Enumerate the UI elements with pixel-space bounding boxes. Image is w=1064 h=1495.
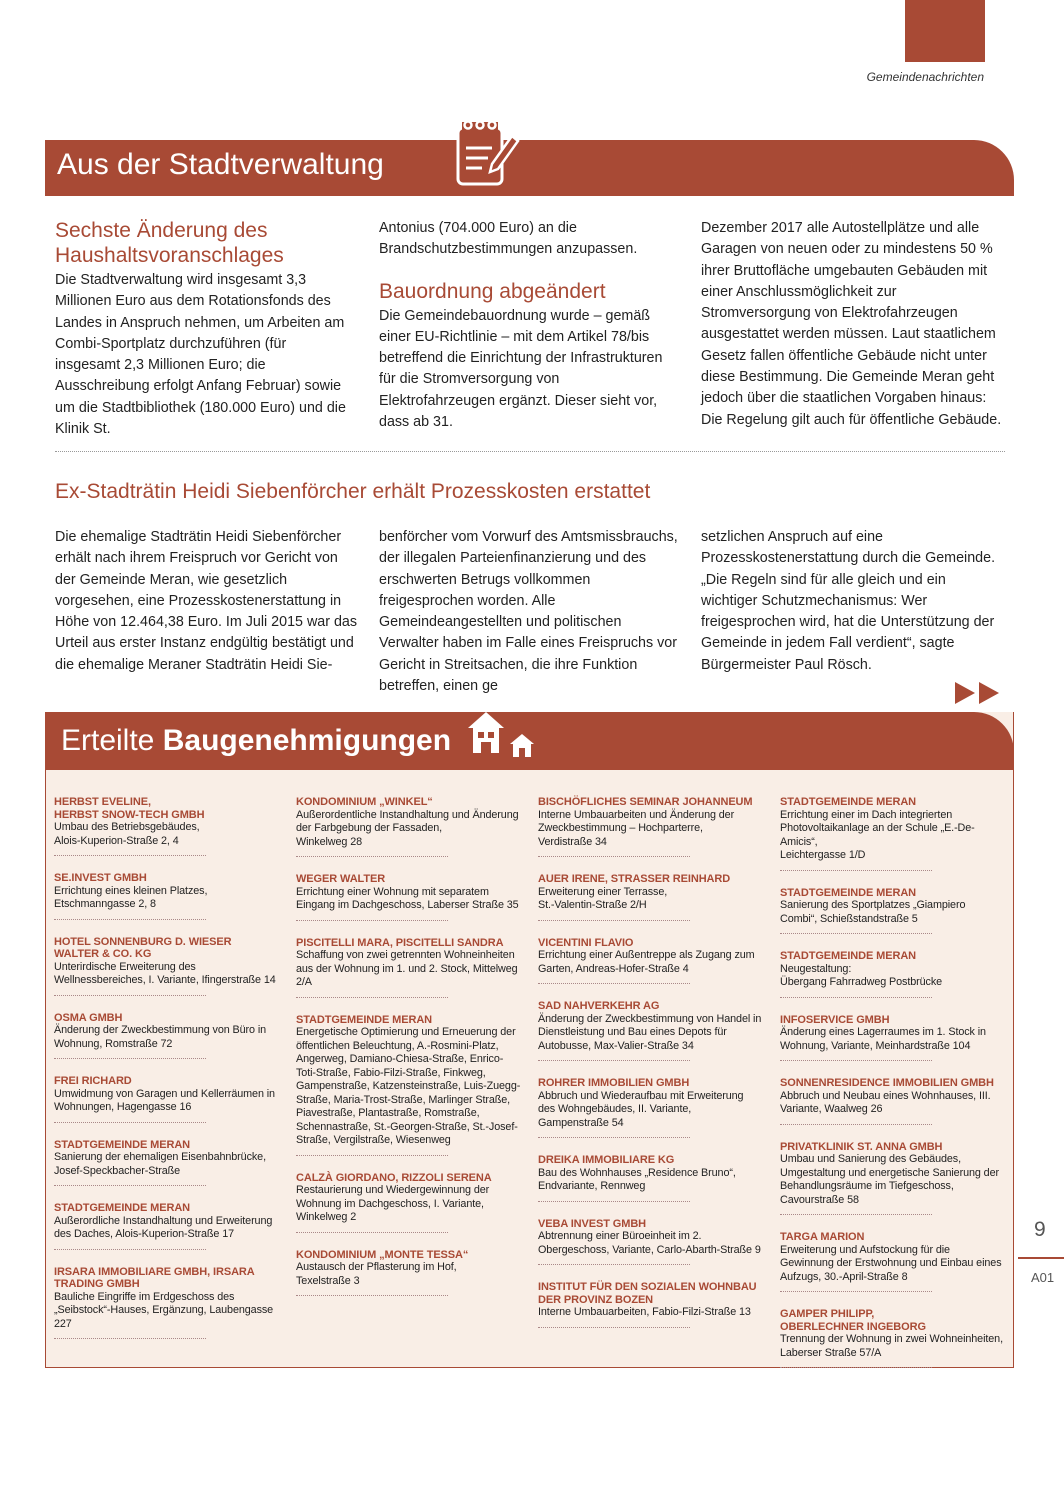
permit-holder: PISCITELLI MARA, PISCITELLI SANDRA [296, 936, 504, 949]
permit-entry [780, 1308, 1003, 1368]
permit-description: Umwidmung von Garagen und Kellerräumen in Wohnungen, Hagengasse 16 [54, 1087, 275, 1113]
permit-entry [296, 1171, 492, 1233]
permit-holder: SAD NAHVERKEHR AG [538, 1000, 660, 1012]
permit-entry [780, 796, 975, 871]
article3-column-1: Die ehemalige Stadträtin Heidi Siebenförcher erhält nach ihrem Freispruch vor Gericht von der Gemeinde Meran, wie gesetzlich vorgesehen, eine Prozesskostenerstattung in Höhe von 12.464,38 Euro. Im Juli 2015 war das Urteil aus erster Instanz endgültig bestätigt und die ehemalige Meraner Stadträtin Heidi Sie- [55, 529, 358, 673]
permit-holder: STADTGEMEINDE MERAN [780, 886, 917, 899]
permit-description: Errichtung eines kleinen Platzes, Etschmanngasse 2, 8 [54, 884, 208, 910]
stadtverwaltung-banner [45, 140, 1014, 196]
permit-holder: TARGA MARION [780, 1231, 865, 1243]
permit-holder: ROHRER IMMOBILIEN GMBH [538, 1077, 690, 1089]
stadtverwaltung-title: Aus der Stadtverwaltung [57, 148, 384, 181]
permit-entry [54, 935, 276, 996]
permit-description: Restaurierung und Wiedergewinnung der Wohnung im Dachgeschoss, I. Variante, Winkelweg 2 [296, 1184, 490, 1223]
permit-entry [296, 1013, 521, 1156]
article3-column-2: benförcher vom Vorwurf des Amtsmissbrauchs, der illegalen Parteienfinanzierung und des erschwerten Betrugs vollkommen freigesprochen worden. Alle Gemeindeangestellten und politischen Verwalter haben im Falle eines Freispruchs vor Gericht in Streitsachen, die ihre Funktion betreffen, einen ge [379, 529, 678, 695]
permit-holder: PRIVATKLINIK ST. ANNA GMBH [780, 1140, 943, 1153]
permit-description: Schaffung von zwei getrennten Wohneinheiten aus der Wohnung im 1. und 2. Stock, Mittelweg 2/A [296, 949, 518, 988]
permit-entry [296, 936, 518, 998]
permit-entry [296, 1248, 469, 1297]
permit-entry [54, 796, 206, 856]
permits-column-4 [780, 796, 1005, 1384]
permit-holder: SONNENRESIDENCE IMMOBILIEN GMBH [780, 1077, 994, 1089]
article1-heading: Sechste Änderung des Haushaltsvoranschlages [55, 219, 284, 267]
article2-body-continued: Dezember 2017 alle Autostellplätze und alle Garagen von neuen oder zu mindestens 50 % ihrer Bruttofläche umgebauten Gebäuden mit einer Anschlussmöglichkeit zur Stromversorgung von Elektrofahrzeugen ausgestattet werden müssen. Laut staatlichem Gesetz fallen öffentliche Gebäude nicht unter diese Bestimmung. Die Gemeinde Meran geht jedoch über die staatlichen Vorgaben hinaus: Die Regelung gilt auch für öffentliche Gebäude. [701, 220, 1002, 428]
permits-column-1 [54, 796, 279, 1355]
notepad-pen-icon [452, 114, 522, 190]
permit-holder: STADTGEMEINDE MERAN [54, 1202, 191, 1214]
permit-description: Sanierung der ehemaligen Eisenbahnbrücke, Josef-Speckbacher-Straße [54, 1151, 266, 1177]
permit-entry [538, 796, 753, 857]
permit-description: Erweiterung einer Terrasse, St.-Valentin-Straße 2/H [538, 885, 668, 911]
permit-description: Sanierung des Sportplatzes „Giampiero Combi“, Schießstandstraße 5 [780, 899, 966, 925]
permit-holder: SE.INVEST GMBH [54, 872, 147, 884]
permit-entry [780, 950, 943, 998]
permit-description: Bauliche Eingriffe im Erdgeschoss des „Seibstock“-Hauses, Ergänzung, Laubengasse 227 [54, 1290, 274, 1330]
permit-description: Änderung der Zweckbestimmung von Büro in Wohnung, Romstraße 72 [54, 1024, 267, 1050]
permit-holder: STADTGEMEINDE MERAN [780, 950, 917, 962]
permit-description: Unterirdische Erweiterung des Wellnessbereiches, I. Variante, Ifingerstraße 14 [54, 960, 276, 986]
article-column-2 [379, 218, 679, 433]
permit-entry [780, 886, 966, 935]
permit-entry [538, 1281, 757, 1328]
permit-description: Umbau des Betriebsgebäudes, Alois-Kuperion-Straße 2, 4 [54, 821, 200, 847]
permit-entry [780, 1013, 986, 1062]
permit-holder: OSMA GMBH [54, 1011, 123, 1024]
page-code: A01 [1031, 1270, 1055, 1285]
permits-title: Erteilte Baugenehmigungen [61, 724, 452, 757]
permit-holder: INFOSERVICE GMBH [780, 1013, 890, 1026]
permit-holder: GAMPER PHILIPP, OBERLECHNER INGEBORG [780, 1308, 926, 1333]
permit-holder: DREIKA IMMOBILIARE KG [538, 1154, 675, 1166]
permit-holder: STADTGEMEINDE MERAN [54, 1138, 191, 1151]
permit-holder: KONDOMINIUM „WINKEL“ [296, 796, 433, 808]
permit-description: Errichtung einer im Dach integrierten Photovoltaikanlage an der Schule „E.-De-Amicis“, Leichtergasse 1/D [780, 808, 975, 861]
permit-entry [296, 796, 519, 857]
permit-holder: BISCHÖFLICHES SEMINAR JOHANNEUM [538, 796, 753, 808]
permit-description: Änderung eines Lagerraumes im 1. Stock in Wohnung, Variante, Meinhardstraße 104 [780, 1026, 986, 1052]
permit-entry [538, 1077, 744, 1138]
double-arrow-icon [955, 682, 1005, 704]
permit-holder: VICENTINI FLAVIO [538, 936, 634, 949]
permit-description: Abtrennung einer Büroeinheit im 2. Obergeschoss, Variante, Carlo-Abarth-Straße 9 [538, 1230, 761, 1256]
permit-entry [780, 1231, 1002, 1292]
permit-entry [780, 1077, 994, 1125]
permit-holder: HERBST EVELINE, HERBST SNOW-TECH GMBH [54, 796, 205, 821]
permit-description: Neugestaltung: Übergang Fahrradweg Postbrücke [780, 962, 943, 988]
permit-entry [538, 1217, 761, 1266]
article1-body-part: Die Stadtverwaltung wird insgesamt 3,3 Millionen Euro aus dem Rotationsfonds des Landes in Anspruch nehmen, um Arbeiten am Combi-Sportplatz durchzuführen (für insgesamt 2,3 Millionen Euro; die Ausschreibung erfolgt Anfang Februar) sowie um die Stadtbibliothek (180.000 Euro) und die Klinik St. [55, 272, 346, 438]
permit-description: Bau des Wohnhauses „Residence Bruno“, Endvariante, Rennweg [538, 1166, 736, 1192]
permit-holder: STADTGEMEINDE MERAN [780, 796, 917, 808]
permits-column-2 [296, 796, 521, 1312]
permit-description: Umbau und Sanierung des Gebäudes, Umgestaltung und energetische Sanierung der Behandlungsräume im Tiefgeschoss, Cavourstraße 58 [780, 1153, 999, 1206]
permit-entry [54, 872, 206, 920]
permit-holder: HOTEL SONNENBURG D. WIESER WALTER & CO. KG [54, 935, 232, 960]
permit-entry [54, 1138, 266, 1187]
permit-holder: INSTITUT FÜR DEN SOZIALEN WOHNBAU DER PROVINZ BOZEN [538, 1281, 757, 1306]
permit-description: Abbruch und Neubau eines Wohnhauses, III. Variante, Waalweg 26 [780, 1089, 991, 1115]
header-tab [905, 0, 985, 62]
permit-holder: IRSARA IMMOBILIARE GMBH, IRSARA TRADING GMBH [54, 1265, 255, 1290]
permit-holder: KONDOMINIUM „MONTE TESSA“ [296, 1248, 469, 1261]
permit-description: Abbruch und Wiederaufbau mit Erweiterung des Wohngebäudes, II. Variante, Gampenstraße 54 [538, 1089, 744, 1129]
permit-holder: AUER IRENE, STRASSER REINHARD [538, 873, 731, 885]
permit-description: Energetische Optimierung und Erneuerung der öffentlichen Beleuchtung, A.-Rosmini-Platz, Angerweg, Damiano-Chiesa-Straße, Enrico-Toti-Straße, Fabio-Filzi-Straße, Finkweg, Gampenstraße, Katzensteinstraße, Luis-Zuegg-Straße, Maria-Trost-Straße, Marlinger Straße, Piavestraße, Plantastraße, Romstraße, Schennastraße, St.-Georgen-Straße, St.-Josef-Straße, Vergilstraße, Wiesenweg [296, 1026, 521, 1146]
article1-body-continued: Antonius (704.000 Euro) an die Brandschutzbestimmungen anzupassen. [379, 220, 638, 258]
divider [55, 451, 1005, 452]
permit-entry [54, 1011, 267, 1060]
permit-entry [54, 1075, 275, 1123]
permit-entry [538, 873, 731, 921]
permit-description: Außerordentliche Instandhaltung und Änderung der Farbgebung der Fassaden, Winkelweg 28 [296, 808, 519, 848]
permit-holder: STADTGEMEINDE MERAN [296, 1013, 433, 1026]
permit-entry [54, 1265, 274, 1340]
permit-description: Errichtung einer Außentreppe als Zugang zum Garten, Andreas-Hofer-Straße 4 [538, 949, 755, 975]
permit-description: Interne Umbauarbeiten und Änderung der Zweckbestimmung – Hochparterre, Verdistraße 34 [538, 808, 735, 848]
page-number-bar [1018, 1257, 1064, 1259]
permit-entry [538, 936, 755, 985]
permit-holder: FREI RICHARD [54, 1075, 132, 1087]
permit-description: Außerordliche Instandhaltung und Erweiterung des Daches, Alois-Kuperion-Straße 17 [54, 1214, 273, 1240]
article3-heading: Ex-Stadträtin Heidi Siebenförcher erhält Prozesskosten erstattet [55, 480, 651, 503]
article-column-1 [55, 218, 353, 440]
permit-description: Austausch der Pflasterung im Hof, Texelstraße 3 [296, 1261, 457, 1287]
article3-column-3: setzlichen Anspruch auf eine Prozesskostenerstattung durch die Gemeinde. „Die Regeln sind für alle gleich und ein wichtiger Schutzmechanismus: Wer freigesprochen wird, hat die Unterstützung der Gemeinde in jedem Fall verdient“, sagte Bürgermeister Paul Rösch. [701, 529, 996, 673]
permit-entry [538, 1000, 762, 1061]
article2-heading: Bauordnung abgeändert [379, 279, 606, 303]
permit-entry [54, 1202, 273, 1250]
permit-description: Erweiterung und Aufstockung für die Gewinnung der Erstwohnung und Einbau eines Aufzugs, 30.-April-Straße 8 [780, 1243, 1002, 1283]
permit-entry [780, 1140, 999, 1216]
permit-holder: VEBA INVEST GMBH [538, 1217, 647, 1230]
permits-column-3 [538, 796, 763, 1344]
article-column-3 [701, 218, 1005, 431]
houses-icon [466, 706, 538, 760]
permit-holder: WEGER WALTER [296, 873, 386, 885]
article2-body-part: Die Gemeindebauordnung wurde – gemäß einer EU-Richtlinie – mit dem Artikel 78/bis betreffend die Einrichtung der Infrastrukturen für die Stromversorgung von Elektrofahrzeugen ergänzt. Dieser sieht vor, dass ab 31. [379, 307, 663, 431]
permit-holder: CALZÀ GIORDANO, RIZZOLI SERENA [296, 1171, 492, 1184]
permit-entry [538, 1154, 736, 1202]
page-number: 9 [1034, 1218, 1046, 1241]
permit-description: Änderung der Zweckbestimmung von Handel in Dienstleistung und Bau eines Depots für Autobusse, Max-Valier-Straße 34 [538, 1012, 762, 1052]
permit-description: Trennung der Wohnung in zwei Wohneinheiten, Laberser Straße 57/A [780, 1333, 1003, 1359]
permit-description: Interne Umbauarbeiten, Fabio-Filzi-Straße 13 [538, 1306, 751, 1318]
permit-entry [296, 873, 519, 921]
permit-description: Errichtung einer Wohnung mit separatem Eingang im Dachgeschoss, Laberser Straße 35 [296, 885, 519, 911]
section-label: Gemeindenachrichten [866, 70, 984, 84]
